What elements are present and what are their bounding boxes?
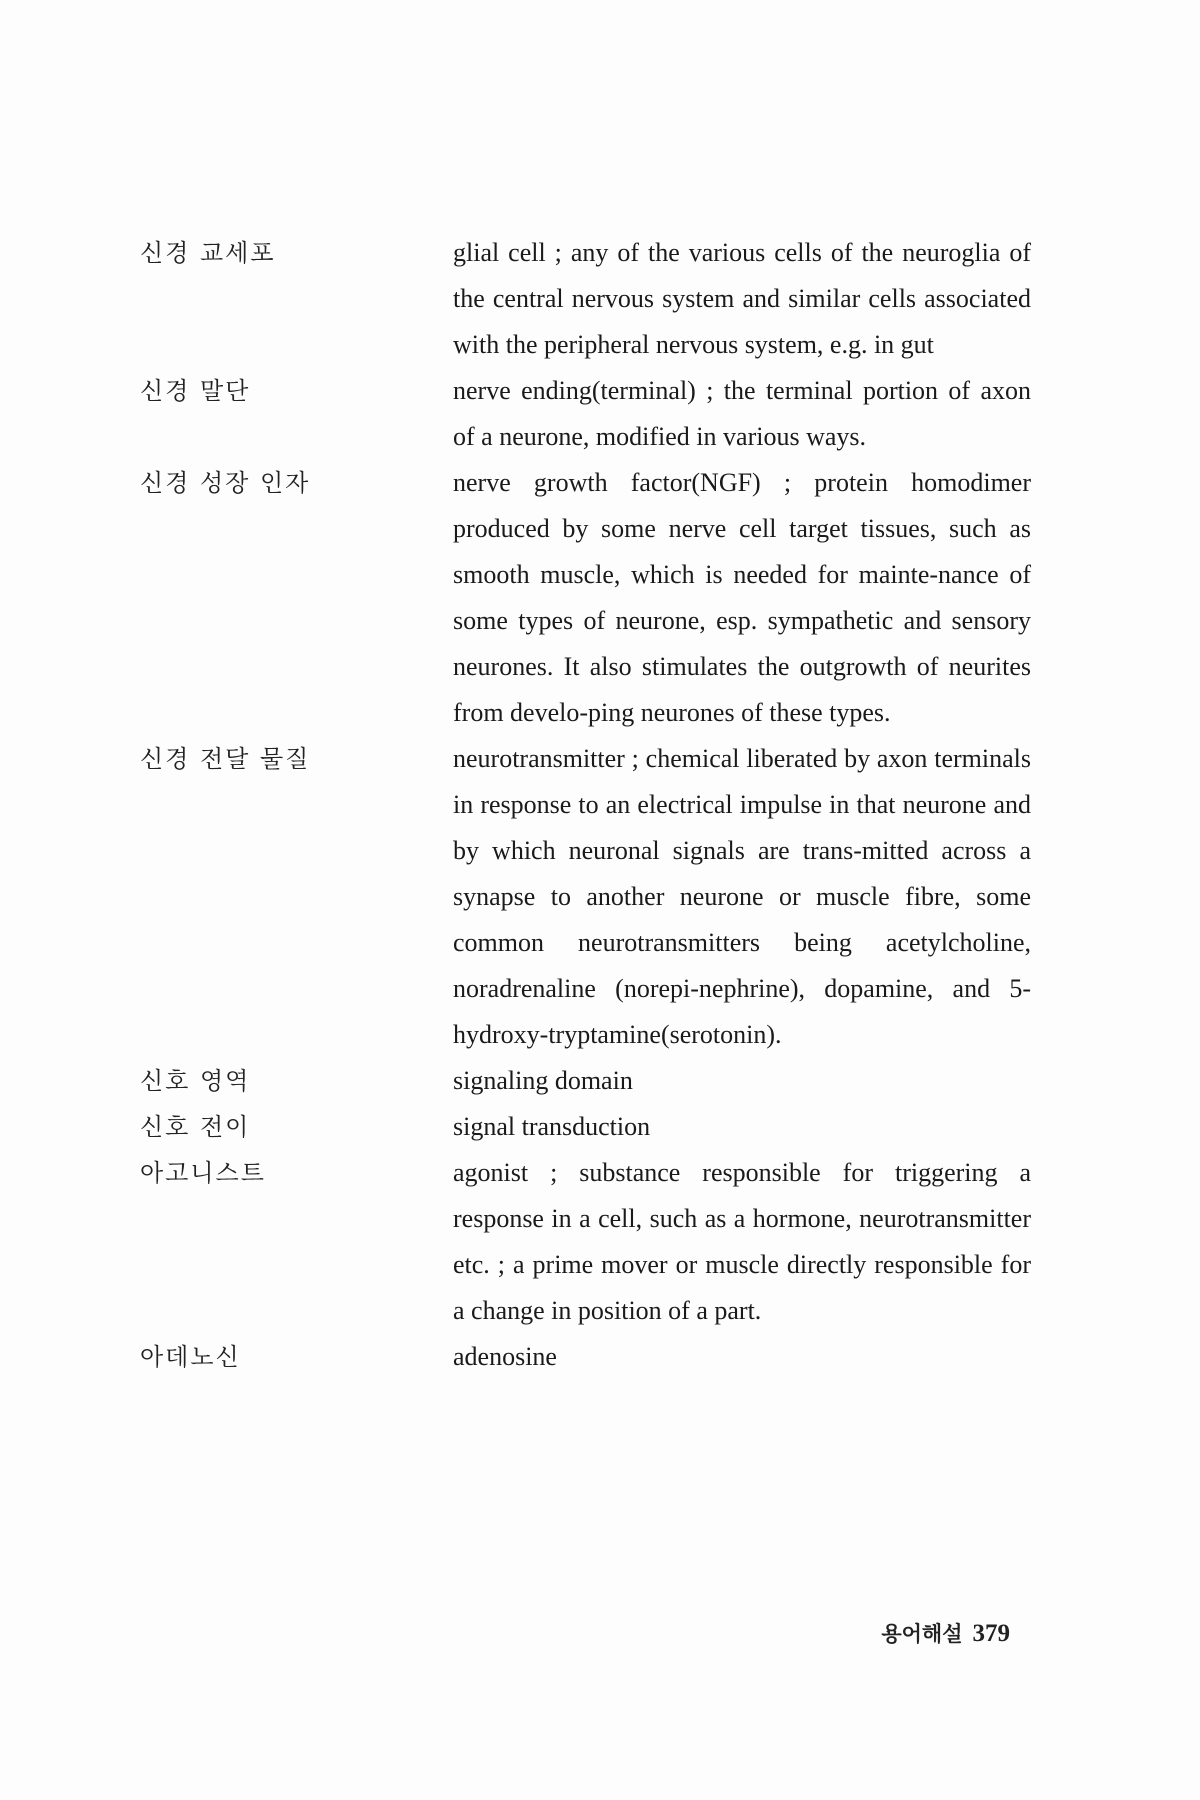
- entry-definition: signal transduction: [453, 1112, 651, 1141]
- entry-term: 신호 영역: [140, 1067, 251, 1095]
- glossary-entry: [140, 460, 1040, 736]
- entry-term: 신경 말단: [140, 377, 251, 405]
- glossary-entry: [140, 1150, 1040, 1334]
- entry-term: 신경 전달 물질: [140, 745, 311, 773]
- entry-definition: neurotransmitter ; chemical liberated by axon terminals in response to an electrical impulse in that neurone and by which neuronal signals are trans-mitted across a synapse to another neurone or muscle fibre, some common neurotransmitters being acetylcholine, noradrenaline (norepi-nephrine), dopamine, and 5-hydroxy-tryptamine(serotonin).: [453, 744, 1031, 1049]
- glossary-entry: [140, 1104, 1040, 1150]
- entry-term: 아데노신: [140, 1343, 241, 1371]
- entry-definition: glial cell ; any of the various cells of the neuroglia of the central nervous system and similar cells associated with the peripheral nervous system, e.g. in gut: [453, 238, 1031, 359]
- glossary-entry: [140, 1058, 1040, 1104]
- entry-term: 신경 성장 인자: [140, 469, 311, 497]
- entry-definition: adenosine: [453, 1342, 557, 1371]
- page-number: 379: [972, 1620, 1010, 1647]
- entry-term: 신호 전이: [140, 1113, 251, 1141]
- glossary-entry: [140, 1334, 1040, 1380]
- glossary-entry: [140, 368, 1040, 460]
- section-title: 용어해설: [881, 1622, 963, 1646]
- entry-definition: nerve growth factor(NGF) ; protein homodimer produced by some nerve cell target tissues, such as smooth muscle, which is needed for mainte-nance of some types of neurone, esp. sympathetic and sensory neurones. It also stimulates the outgrowth of neurites from develo-ping neurones of these types.: [453, 468, 1031, 727]
- glossary-list: [140, 230, 1040, 1380]
- entry-definition: agonist ; substance responsible for triggering a response in a cell, such as a hormone, neurotransmitter etc. ; a prime mover or muscle directly responsible for a change in position of a part.: [453, 1158, 1031, 1325]
- entry-term: 아고니스트: [140, 1159, 266, 1187]
- page-footer: [881, 1618, 1010, 1648]
- entry-term: 신경 교세포: [140, 239, 276, 267]
- entry-definition: signaling domain: [453, 1066, 633, 1095]
- glossary-entry: [140, 736, 1040, 1058]
- entry-definition: nerve ending(terminal) ; the terminal portion of axon of a neurone, modified in various ways.: [453, 376, 1031, 451]
- glossary-entry: [140, 230, 1040, 368]
